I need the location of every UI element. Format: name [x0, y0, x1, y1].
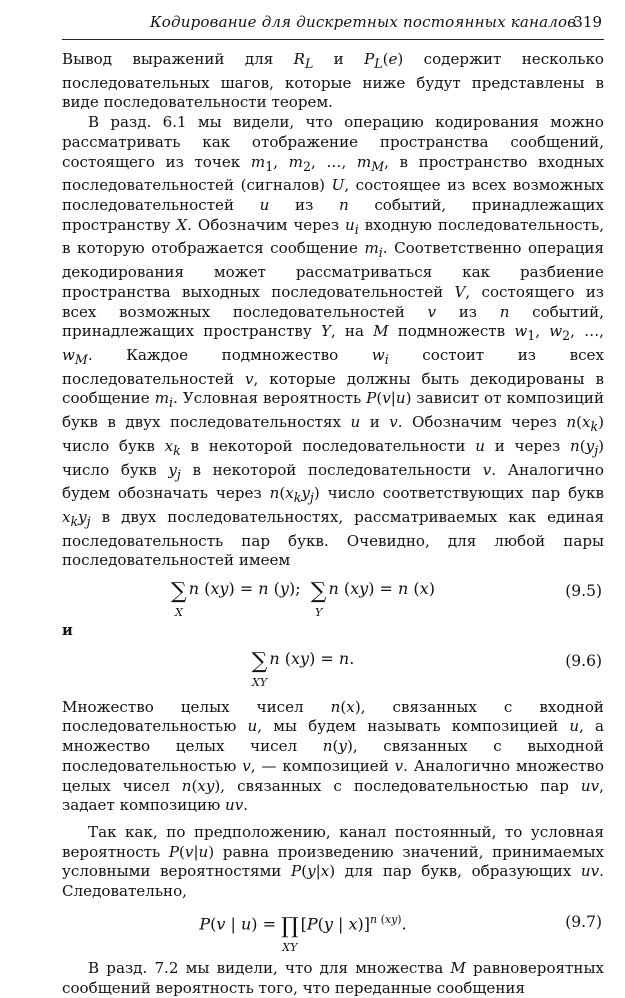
paragraph-3: Множество целых чисел n(x), связанных с входной последовательностью u, мы будем называть композицией u, а множество целых чисел n(y), связанных с выходной последовательностью v, — композицией v. Аналогично множество целых чисел n(xy), связанных с последовательностью пар uv, задает композицию uv. [62, 697, 604, 815]
equation-9-7-formula: P(v | u) = ∏ XY [P(y | x)]$^{n (xy)}$. [199, 912, 407, 955]
book-page [62, 0, 604, 998]
paragraph-1: Вывод выражений для $R_L$ и $P_L(e)$ содержит несколько последовательных шагов, которые ниже будут представлены в виде последовательности теорем. [62, 50, 604, 112]
equation-number: (9.7) [565, 912, 602, 931]
conjunction: и [62, 622, 73, 640]
paragraph-2: В разд. 6.1 мы видели, что операцию кодирования можно рассматривать как отображение пространства сообщений, состоящего из точек $m_1$, $m_2$, …, $m_M$, в пространство входных последовательностей (сигналов) U, состоящее из всех возможных последовательностей u из n событий, принадлежащих пространству X. Обозначим через $u_i$ входную последовательность, в которую отображается сообщение $m_i$. Соответственно операция декодирования может рассматриваться как разбиение пространства выходных последовательностей V, состоящего из всех возможных последовательностей v из n событий, принадлежащих пространству Y, на M подмножеств $w_1$, $w_2$, …, $w_M$. Каждое подмножество $w_i$ состоит из всех последовательностей v, которые должны быть декодированы в сообщение $m_i$. Условная вероятность P(v|u) зависит от композиций букв в двух последовательностях u и v. Обозначим через $n(x_k)$ число букв $x_k$ в некоторой последовательности u и через $n(y_j)$ число букв $y_j$ в некоторой последовательности v. Аналогично будем обозначать через $n(x_ky_j)$ число соответствующих пар букв $x_ky_j$ в двух последовательностях, рассматриваемых как единая последовательность пар букв. Очевидно, для любой пары последовательностей имеем [62, 113, 605, 570]
running-title: Кодирование для дискретных постоянных каналов [150, 13, 577, 31]
equation-9-7 [62, 902, 604, 955]
equation-number: (9.6) [565, 651, 602, 670]
equation-9-6 [62, 641, 604, 691]
running-header [62, 5, 604, 40]
paragraph-4: Так как, по предположению, канал постоянный, то условная вероятность P(v|u) равна произведению значений, принимаемых условными вероятностями P(y|x) для пар букв, образующих uv. Следовательно, [62, 822, 604, 901]
paragraph-5: В разд. 7.2 мы видели, что для множества M равновероятных сообщений вероятность того, что переданные сообщения [62, 958, 604, 997]
page-number: 319 [573, 13, 602, 31]
equation-9-5-formula: ∑ X n (xy) = n (y); ∑ Y n (xy) = n (x) [171, 579, 435, 620]
equation-9-6-formula: ∑ XY n (xy) = n. [251, 648, 355, 689]
page-body [62, 50, 604, 998]
equation-9-5 [62, 571, 604, 621]
equation-number: (9.5) [565, 582, 602, 601]
